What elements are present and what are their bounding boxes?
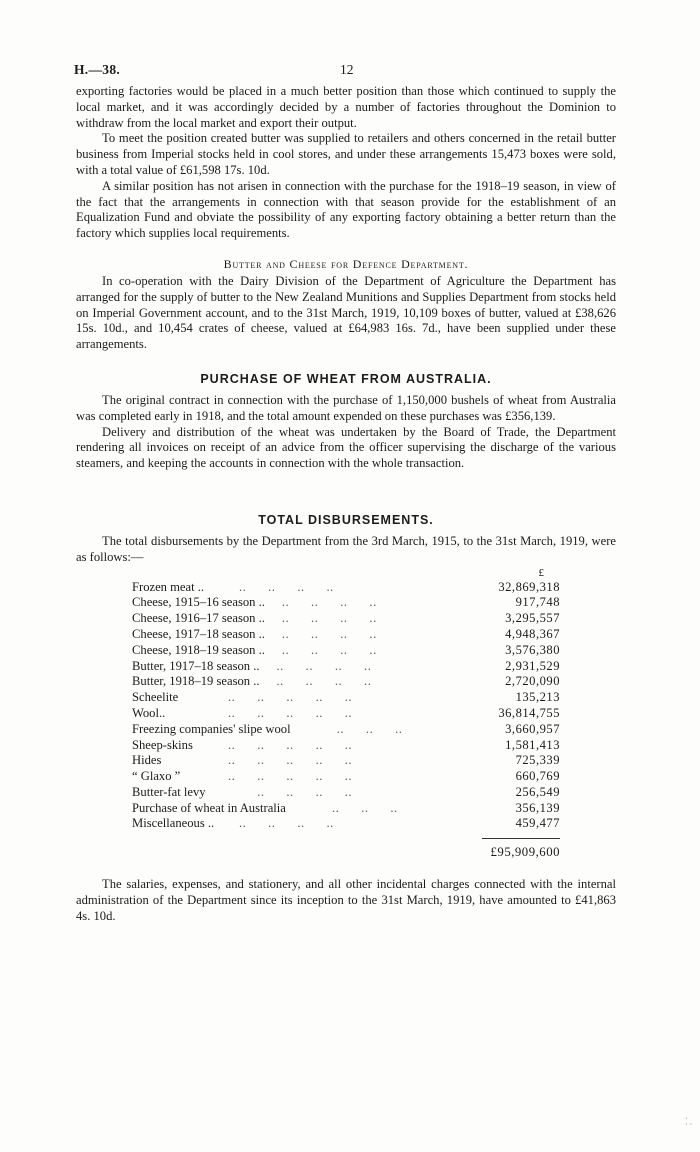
table-row <box>132 627 560 643</box>
item-leader-dots: .. .. .. .. .. <box>228 690 353 705</box>
item-label: “ Glaxo ” <box>132 769 181 784</box>
item-leader-dots: .. .. .. .. <box>270 642 377 657</box>
item-label: Butter-fat levy <box>132 784 206 799</box>
item-amount: 725,339 <box>515 753 560 768</box>
item-leader-dots: .. .. .. <box>291 800 398 815</box>
closing-paragraph: The salaries, expenses, and stationery, and all other incidental charges connected with the internal administration of the Department since its inception to the 31st March, 1919, have amounted to £41,863 4s. 10d. <box>76 877 616 923</box>
table-row <box>132 674 560 690</box>
disbursements-intro: The total disbursements by the Department from the 3rd March, 1915, to the 31st March, 1919, were as follows:— <box>76 533 616 564</box>
item-leader-dots: .. .. .. .. .. <box>228 753 353 768</box>
item-label: Cheese, 1917–18 season .. <box>132 626 265 641</box>
item-leader-dots: .. .. .. .. <box>228 784 353 799</box>
table-row <box>132 801 560 817</box>
intro-paragraph-1: exporting factories would be placed in a much better position than those which continued to supply the local market, and it was accordingly decided by a number of factories throughout the Dominion to withdraw from the local market and export their output. <box>76 84 616 130</box>
item-label: Cheese, 1916–17 season .. <box>132 611 265 626</box>
table-row <box>132 785 560 801</box>
page-body <box>76 62 616 925</box>
item-label: Miscellaneous .. <box>132 816 215 831</box>
item-leader-dots: .. .. .. .. <box>270 611 377 626</box>
wheat-paragraph-2: Delivery and distribution of the wheat was undertaken by the Board of Trade, the Department rendering all invoices on receipt of an advice from the officer supervising the discharge of the various steamers, and keeping the accounts in connection with the whole transaction. <box>76 424 616 471</box>
table-row <box>132 706 560 722</box>
table-row <box>132 738 560 754</box>
defence-paragraph: In co-operation with the Dairy Division of the Department of Agriculture the Department has arranged for the supply of butter to the New Zealand Munitions and Supplies Department from stocks held on Imperial Government account, and to the 31st March, 1919, 10,109 boxes of butter, valued at £38,626 15s. 10d., and 10,454 crates of cheese, valued at £64,983 16s. 7d., have been supplied under these arrangements. <box>76 273 616 352</box>
item-leader-dots: .. .. .. <box>296 721 403 736</box>
item-leader-dots: .. .. .. .. <box>270 626 377 641</box>
table-row <box>132 690 560 706</box>
defence-heading: Butter and Cheese for Defence Department. <box>223 256 469 271</box>
item-label: Hides <box>132 753 162 768</box>
table-row <box>132 580 560 596</box>
item-label: Sheep-skins <box>132 737 193 752</box>
item-amount: 2,931,529 <box>505 658 560 673</box>
item-amount: 3,576,380 <box>505 642 560 657</box>
item-amount: 36,814,755 <box>498 705 560 720</box>
table-row <box>132 643 560 659</box>
item-leader-dots: .. .. .. .. .. <box>228 737 353 752</box>
margin-mark-text: · · · <box>685 1114 693 1129</box>
intro-paragraph-3: A similar position has not arisen in connection with the purchase for the 1918–19 season, in view of the fact that the arrangements in connection with that season provide for the establishment of an Equalization Fund and obviate the possibility of any exporting factory obtaining a better return than the factory which supplies local requirements. <box>76 178 616 241</box>
item-amount: 356,139 <box>515 800 560 815</box>
page-header <box>76 62 616 84</box>
table-row <box>132 816 560 832</box>
item-amount: 1,581,413 <box>505 737 560 752</box>
item-amount: 3,295,557 <box>505 611 560 626</box>
item-label: Butter, 1918–19 season .. <box>132 674 260 689</box>
item-leader-dots: .. .. .. .. <box>228 816 334 831</box>
table-row <box>132 595 560 611</box>
item-amount: 256,549 <box>515 784 560 799</box>
intro-paragraph-2: To meet the position created butter was supplied to retailers and others concerned in the retail butter business from Imperial stocks held in cool stores, and under these arrangements 15,473 boxes were sold, with a total value of £61,598 17s. 10d. <box>76 131 616 177</box>
item-amount: 3,660,957 <box>505 721 560 736</box>
item-amount: 459,477 <box>515 816 560 831</box>
table-row <box>132 659 560 675</box>
item-label: Cheese, 1918–19 season .. <box>132 642 265 657</box>
item-amount: 4,948,367 <box>505 626 560 641</box>
wheat-paragraph-1: The original contract in connection with the purchase of 1,150,000 bushels of wheat from Australia was completed early in 1918, and the total amount expended on these purchases was £356,139. <box>76 392 616 423</box>
item-leader-dots: .. .. .. .. <box>270 595 377 610</box>
margin-mark <box>685 1116 692 1128</box>
item-amount: 32,869,318 <box>498 579 560 594</box>
item-amount: 660,769 <box>515 769 560 784</box>
item-label: Wool.. <box>132 705 166 720</box>
disbursements-table <box>132 566 560 862</box>
table-row <box>132 753 560 769</box>
currency-symbol: £ <box>538 566 544 579</box>
item-leader-dots: .. .. .. .. .. <box>228 769 353 784</box>
item-label: Cheese, 1915–16 season .. <box>132 595 265 610</box>
item-amount: 2,720,090 <box>505 674 560 689</box>
disbursements-heading: TOTAL DISBURSEMENTS. <box>258 512 434 527</box>
item-amount: 135,213 <box>515 690 560 705</box>
item-label: Frozen meat .. <box>132 579 205 594</box>
item-leader-dots: .. .. .. .. .. <box>228 705 353 720</box>
item-leader-dots: .. .. .. .. <box>265 658 372 673</box>
page-number: 12 <box>340 62 354 77</box>
item-leader-dots: .. .. .. .. <box>228 579 334 594</box>
table-row <box>132 769 560 785</box>
table-row <box>132 611 560 627</box>
item-label: Freezing companies' slipe wool <box>132 721 291 736</box>
item-amount: 917,748 <box>515 595 560 610</box>
item-label: Butter, 1917–18 season .. <box>132 658 260 673</box>
disbursements-rows <box>132 580 560 833</box>
item-label: Purchase of wheat in Australia <box>132 800 286 815</box>
total-rule <box>482 838 560 839</box>
item-label: Scheelite <box>132 690 179 705</box>
disbursements-total: £95,909,600 <box>490 845 560 860</box>
item-leader-dots: .. .. .. .. <box>265 674 372 689</box>
table-row <box>132 722 560 738</box>
document-code: H.—38. <box>74 62 121 77</box>
wheat-heading: PURCHASE OF WHEAT FROM AUSTRALIA. <box>200 371 492 386</box>
